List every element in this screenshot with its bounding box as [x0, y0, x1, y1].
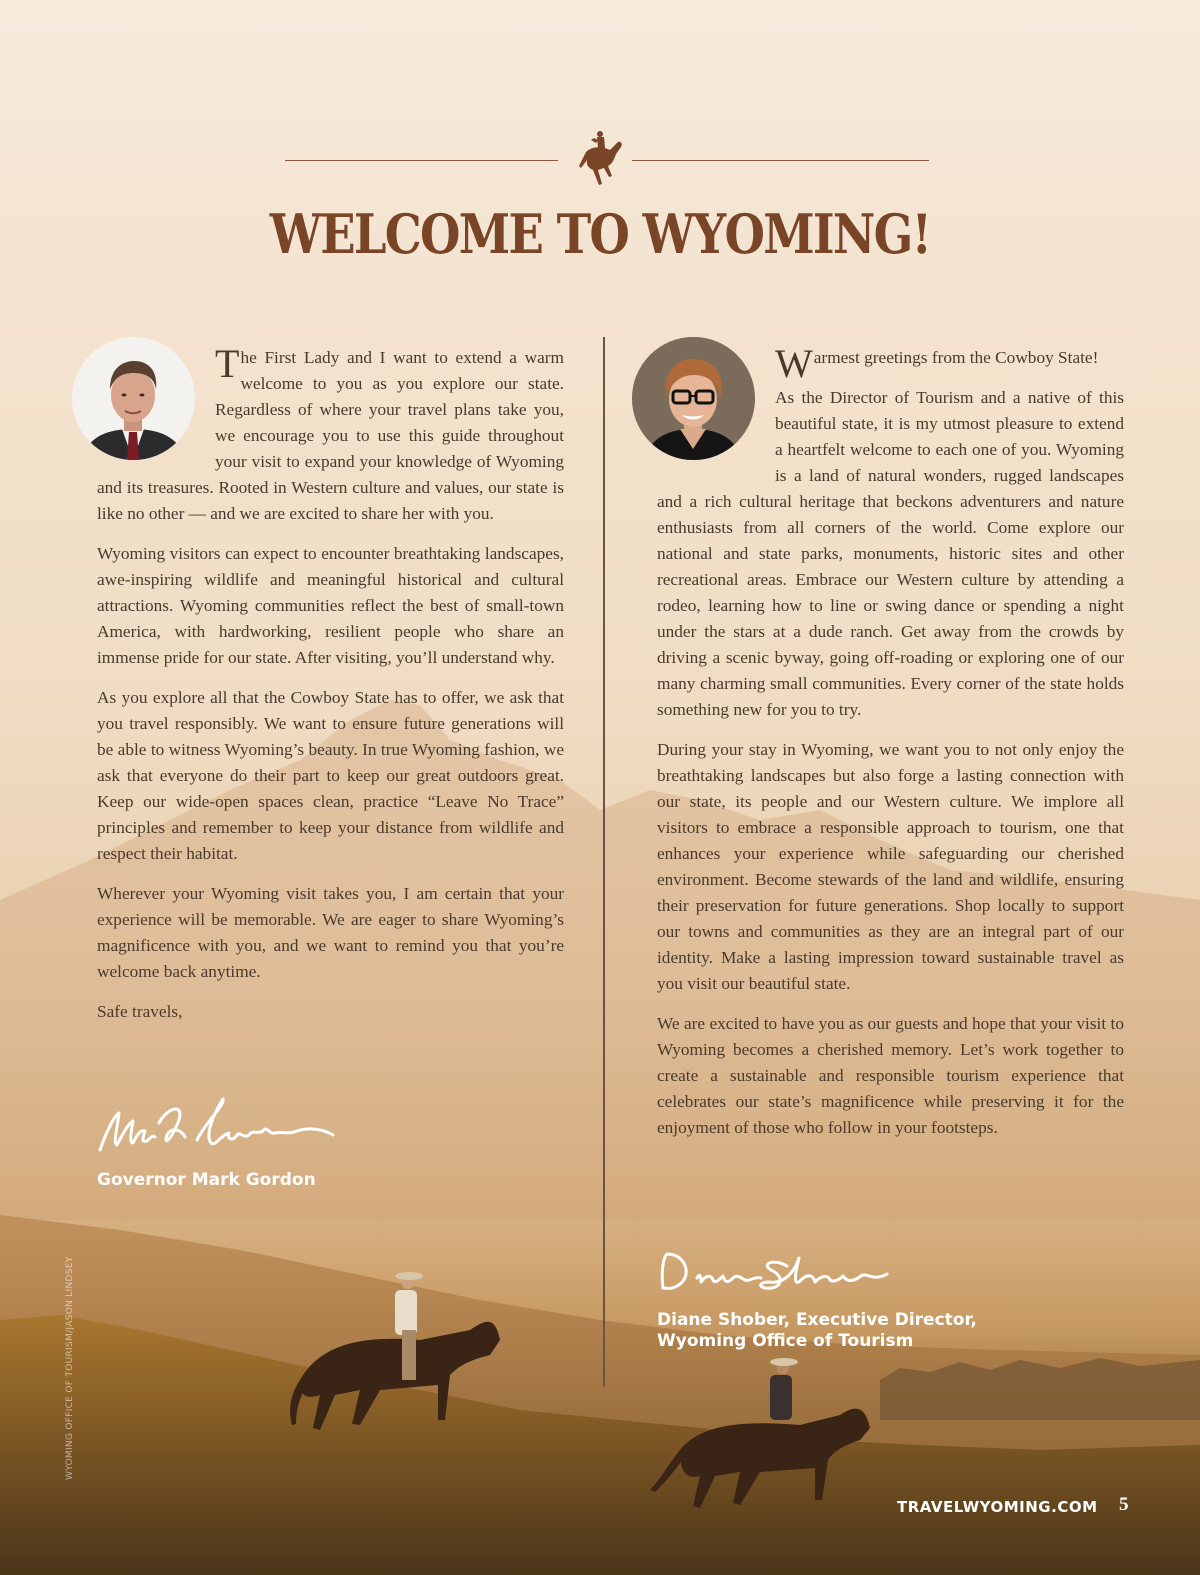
director-letter — [657, 341, 1124, 1155]
director-paragraph-3: We are excited to have you as our guests and hope that your visit to Wyoming becomes a cherished memory. Let’s work together to create a sustainable and responsible tourism experience that celebrates our state’s magnificence while preserving it for the enjoyment of those who follow in your footsteps. — [657, 1014, 1124, 1137]
director-signer-line-2: Wyoming Office of Tourism — [657, 1331, 914, 1351]
director-signer-line-1: Diane Shober, Executive Director, — [657, 1310, 977, 1330]
governor-signature — [97, 1095, 337, 1165]
director-portrait — [632, 337, 755, 460]
dropcap-t: T — [215, 341, 240, 386]
dropcap-w: W — [775, 341, 813, 386]
column-divider — [603, 337, 605, 1387]
title-rule-left — [285, 160, 558, 161]
page-number: 5 — [1119, 1494, 1129, 1515]
governor-paragraph-2: Wyoming visitors can expect to encounter breathtaking landscapes, awe-inspiring wildlife and meaningful historical and cultural attractions. Wyoming communities reflect the best of small-town America, with hardworking, resilient people who share an immense pride for our state. After visiting, you’ll understand why. — [97, 544, 564, 667]
title-rule-right — [632, 160, 929, 161]
governor-paragraph-3: As you explore all that the Cowboy State has to offer, we ask that you travel responsibly. We want to ensure future generations will be able to witness Wyoming’s beauty. In true Wyoming fashion, we ask that everyone do their part to keep our great outdoors great. Keep our wide-open spaces clean, practice “Leave No Trace” principles and remember to keep your distance from wildlife and respect their habitat. — [97, 688, 564, 863]
photo-credit: WYOMING OFFICE OF TOURISM/JASON LINDSEY — [65, 1256, 75, 1480]
bucking-horse-logo-icon — [578, 128, 624, 190]
director-paragraph-2: During your stay in Wyoming, we want you to not only enjoy the breathtaking landscapes but also forge a lasting connection with our state, its people and our Western culture. We implore all visitors to embrace a responsible approach to tourism, one that enhances your experience while safeguarding our cherished environment. Become stewards of the land and wildlife, ensuring their preservation for future generations. Shop locally to support our towns and communities as they are an integral part of our identity. Make a lasting impression toward sustainable travel as you visit our beautiful state. — [657, 740, 1124, 993]
governor-portrait — [72, 337, 195, 460]
director-signer-title — [657, 1310, 977, 1352]
footer-url[interactable]: TRAVELWYOMING.COM — [897, 1498, 1098, 1516]
governor-letter — [97, 341, 564, 1039]
governor-paragraph-1: The First Lady and I want to extend a warm welcome to you as you explore our state. Regardless of where your travel plans take you, we encourage you to use this guide throughout your visit to expand your knowledge of Wyoming and its treasures. Rooted in Western culture and values, our state is like no other — and we are excited to share her with you. — [97, 341, 564, 523]
governor-paragraph-4: Wherever your Wyoming visit takes you, I am certain that your experience will be memorable. We are eager to share Wyoming’s magnificence with you, and we want to remind you that you’re welcome back anytime. — [97, 884, 564, 981]
director-signature — [657, 1248, 897, 1303]
page-title: WELCOME TO WYOMING! — [269, 202, 931, 266]
director-greeting: Warmest greetings from the Cowboy State! — [775, 341, 1099, 386]
director-paragraph-1: As the Director of Tourism and a native of this beautiful state, it is my utmost pleasure to extend a heartfelt welcome to each one of you. Wyoming is a land of natural wonders, rugged landscapes and a rich cultural heritage that beckons adventurers and nature enthusiasts from all corners of the world. Come explore our national and state parks, monuments, historic sites and other recreational areas. Embrace our Western culture by attending a rodeo, learning how to line or swing dance or spending a night under the stars at a dude ranch. Get away from the crowds by driving a scenic byway, going off-roading or exploring one of our many charming small communities. Every corner of the state holds something new for you to try. — [657, 388, 1124, 719]
governor-signer-name: Governor Mark Gordon — [97, 1170, 316, 1190]
governor-closing: Safe travels, — [97, 1002, 183, 1021]
